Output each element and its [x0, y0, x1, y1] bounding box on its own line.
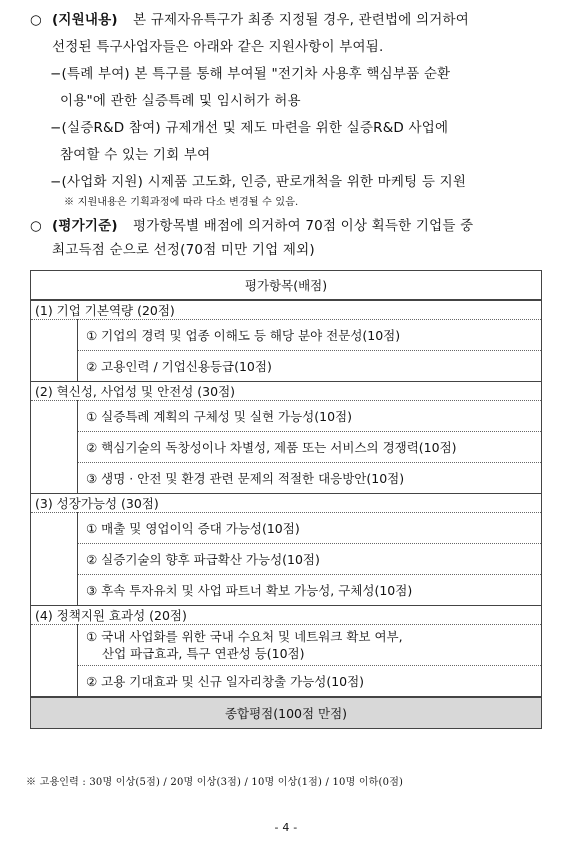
table-row: ③ 후속 투자유치 및 사업 파트너 확보 가능성, 구체성(10점)	[78, 575, 542, 606]
table-header: 평가항목(배점)	[31, 271, 542, 301]
footnote: ※ 고용인력 : 30명 이상(5점) / 20명 이상(3점) / 10명 이상(1점) / 10명 이하(0점)	[26, 777, 404, 788]
group-title-2: (2) 혁신성, 사업성 및 안전성 (30점)	[31, 382, 542, 401]
group-title-4: (4) 정책지원 효과성 (20점)	[31, 606, 542, 625]
table-row: ② 핵심기술의 독창성이나 차별성, 제품 또는 서비스의 경쟁력(10점)	[78, 432, 542, 463]
criteria-bullet: ○	[30, 218, 42, 234]
support-item-1-line-1: −(특례 부여) 본 특구를 통해 부여될 "전기차 사용후 핵심부품 순환	[50, 66, 451, 82]
group-title-3: (3) 성장가능성 (30점)	[31, 494, 542, 513]
support-item-3-line-1: −(사업화 지원) 시제품 고도화, 인증, 판로개척을 위한 마케팅 등 지원	[50, 174, 467, 190]
group-title-1: (1) 기업 기본역량 (20점)	[31, 300, 542, 320]
table-row: ② 고용인력 / 기업신용등급(10점)	[78, 351, 542, 382]
table-row: ② 고용 기대효과 및 신규 일자리창출 가능성(10점)	[78, 666, 542, 698]
support-note: ※ 지원내용은 기획과정에 따라 다소 변경될 수 있음.	[64, 197, 299, 208]
table-row: ① 매출 및 영업이익 증대 가능성(10점)	[78, 513, 542, 544]
table-row: ① 실증특례 계획의 구체성 및 실현 가능성(10점)	[78, 401, 542, 432]
support-item-2-line-1: −(실증R&D 참여) 규제개선 및 제도 마련을 위한 실증R&D 사업에	[50, 120, 449, 136]
support-item-2-line-2: 참여할 수 있는 기회 부여	[60, 147, 211, 163]
support-line-2: 선정된 특구사업자들은 아래와 같은 지원사항이 부여됨.	[52, 39, 384, 55]
criteria-line-1: 평가항목별 배점에 의거하여 70점 이상 획득한 기업들 중	[133, 218, 474, 234]
evaluation-table	[30, 270, 542, 729]
group-4-item-1-line-1: ① 국내 사업화를 위한 국내 수요처 및 네트워크 확보 여부,	[86, 629, 403, 644]
support-bullet: ○	[30, 12, 42, 28]
table-row: ③ 생명 · 안전 및 환경 관련 문제의 적절한 대응방안(10점)	[78, 463, 542, 494]
table-total: 종합평점(100점 만점)	[31, 697, 542, 729]
support-heading: (지원내용)	[52, 12, 118, 28]
support-item-1-line-2: 이용"에 관한 실증특례 및 임시허가 허용	[60, 93, 301, 109]
page-number: - 4 -	[274, 821, 298, 834]
table-row: ① 기업의 경력 및 업종 이해도 등 해당 분야 전문성(10점)	[78, 320, 542, 351]
group-4-item-1-line-2: 산업 파급효과, 특구 연관성 등(10점)	[102, 646, 305, 661]
table-row	[78, 625, 542, 666]
table-row: ② 실증기술의 향후 파급확산 가능성(10점)	[78, 544, 542, 575]
support-line-1: 본 규제자유특구가 최종 지정될 경우, 관련법에 의거하여	[133, 12, 469, 28]
criteria-heading: (평가기준)	[52, 218, 118, 234]
criteria-line-2: 최고득점 순으로 선정(70점 미만 기업 제외)	[52, 242, 315, 258]
